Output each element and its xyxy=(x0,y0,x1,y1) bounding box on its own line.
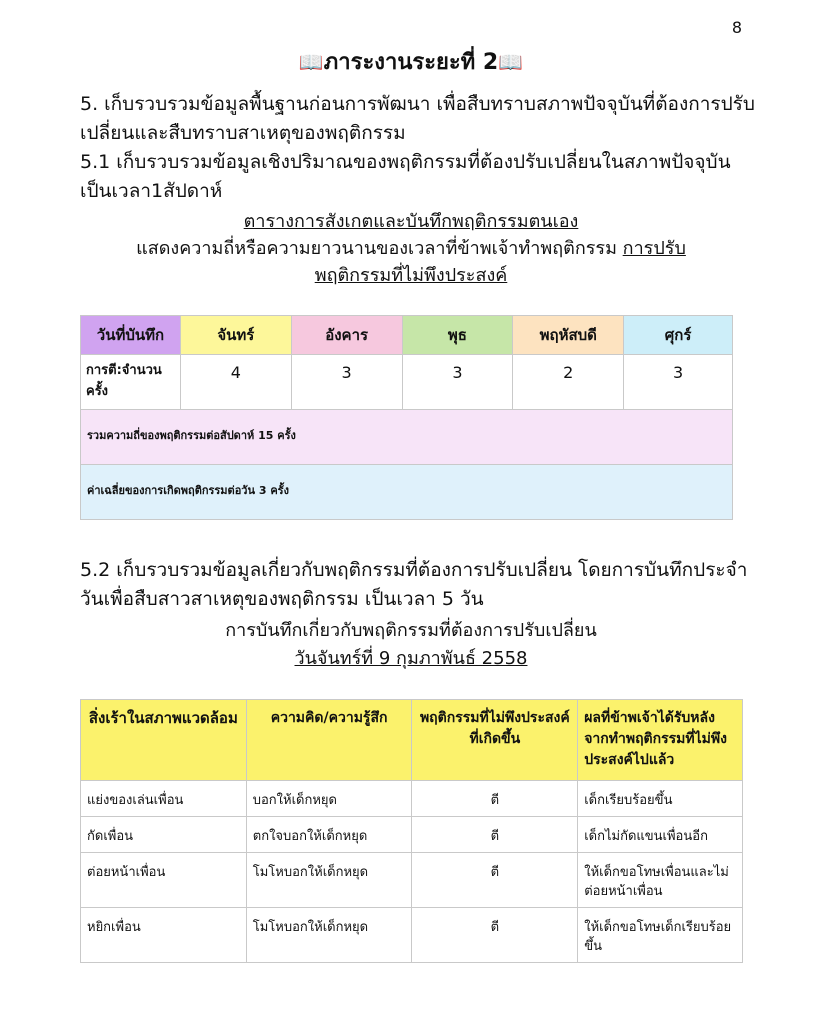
diary-thought: บอกให้เด็กหยุด xyxy=(246,781,412,817)
observation-count-row xyxy=(81,355,733,410)
diary-stimulus: หยิกเพื่อน xyxy=(81,908,247,963)
diary-row xyxy=(81,817,743,853)
day-header-monday: จันทร์ xyxy=(180,316,291,355)
diary-behavior: ตี xyxy=(412,853,578,908)
count-row-label: การตี:จำนวนครั้ง xyxy=(81,355,181,410)
count-friday: 3 xyxy=(624,355,733,410)
page-title-text: ภาระงานระยะที่ 2 xyxy=(323,50,499,75)
count-wednesday: 3 xyxy=(402,355,513,410)
day-header-tuesday: อังคาร xyxy=(291,316,402,355)
diary-thought: โมโหบอกให้เด็กหยุด xyxy=(246,853,412,908)
observation-subtitle-text: แสดงความถี่หรือความยาวนานของเวลาที่ข้าพเจ้าทำพฤติกรรม xyxy=(136,238,617,259)
diary-behavior: ตี xyxy=(412,817,578,853)
diary-header-result: ผลที่ข้าพเจ้าได้รับหลังจากทำพฤติกรรมที่ไม่พึงประสงค์ไปแล้ว xyxy=(578,700,743,781)
day-header-thursday: พฤหัสบดี xyxy=(513,316,624,355)
day-header-wednesday: พุธ xyxy=(402,316,513,355)
count-monday: 4 xyxy=(180,355,291,410)
observation-subtitle-underlined-2: พฤติกรรมที่ไม่พึงประสงค์ xyxy=(314,265,508,286)
open-book-icon-left: 📖 xyxy=(298,50,324,74)
open-book-icon-right: 📖 xyxy=(498,50,524,74)
diary-result: ให้เด็กขอโทษเพื่อนและไม่ต่อยหน้าเพื่อน xyxy=(578,853,743,908)
count-tuesday: 3 xyxy=(291,355,402,410)
diary-header-row xyxy=(81,700,743,781)
observation-table xyxy=(80,315,733,520)
weekly-total-row xyxy=(81,410,733,465)
diary-row xyxy=(81,908,743,963)
diary-result: เด็กเรียบร้อยขึ้น xyxy=(578,781,743,817)
observation-subtitle-underlined-1: การปรับ xyxy=(622,238,686,259)
diary-thought: โมโหบอกให้เด็กหยุด xyxy=(246,908,412,963)
diary-stimulus: กัดเพื่อน xyxy=(81,817,247,853)
section-5-2-text: 5.2 เก็บรวบรวมข้อมูลเกี่ยวกับพฤติกรรมที่ต้องการปรับเปลี่ยน โดยการบันทึกประจำวันเพื่อสืบสาวสาเหตุของพฤติกรรม เป็นเวลา 5 วัน xyxy=(80,559,748,610)
diary-date: วันจันทร์ที่ 9 กุมภาพันธ์ 2558 xyxy=(294,648,528,669)
observation-subtitle xyxy=(0,235,822,262)
diary-header-behavior: พฤติกรรมที่ไม่พึงประสงค์ที่เกิดขึ้น xyxy=(412,700,578,781)
diary-result: เด็กไม่กัดแขนเพื่อนอีก xyxy=(578,817,743,853)
diary-stimulus: แย่งของเล่นเพื่อน xyxy=(81,781,247,817)
diary-row xyxy=(81,853,743,908)
observation-title: ตารางการสังเกตและบันทึกพฤติกรรมตนเอง xyxy=(243,211,579,232)
diary-thought: ตกใจบอกให้เด็กหยุด xyxy=(246,817,412,853)
date-header: วันที่บันทึก xyxy=(81,316,181,355)
diary-table xyxy=(80,699,743,963)
count-thursday: 2 xyxy=(513,355,624,410)
diary-behavior: ตี xyxy=(412,781,578,817)
page-title xyxy=(0,44,822,79)
diary-result: ให้เด็กขอโทษเด็กเรียบร้อยขึ้น xyxy=(578,908,743,963)
diary-behavior: ตี xyxy=(412,908,578,963)
daily-average-row xyxy=(81,465,733,520)
section-5-1-text: 5.1 เก็บรวบรวมข้อมูลเชิงปริมาณของพฤติกรรมที่ต้องปรับเปลี่ยนในสภาพปัจจุบันเป็นเวลา1สัปดาห์ xyxy=(80,151,731,202)
diary-title: การบันทึกเกี่ยวกับพฤติกรรมที่ต้องการปรับเปลี่ยน xyxy=(225,620,597,641)
weekly-total: รวมความถี่ของพฤติกรรมต่อสัปดาห์ 15 ครั้ง xyxy=(81,410,733,465)
page-number: 8 xyxy=(731,18,742,37)
diary-stimulus: ต่อยหน้าเพื่อน xyxy=(81,853,247,908)
day-header-friday: ศุกร์ xyxy=(624,316,733,355)
diary-row xyxy=(81,781,743,817)
observation-header-row xyxy=(81,316,733,355)
diary-header-stimulus: สิ่งเร้าในสภาพแวดล้อม xyxy=(81,700,247,781)
diary-header-thought: ความคิด/ความรู้สึก xyxy=(246,700,412,781)
daily-average: ค่าเฉลี่ยของการเกิดพฤติกรรมต่อวัน 3 ครั้ง xyxy=(81,465,733,520)
section-5-text: 5. เก็บรวบรวมข้อมูลพื้นฐานก่อนการพัฒนา เพื่อสืบทราบสภาพปัจจุบันที่ต้องการปรับเปลี่ยนและสืบทราบสาเหตุของพฤติกรรม xyxy=(80,93,755,144)
